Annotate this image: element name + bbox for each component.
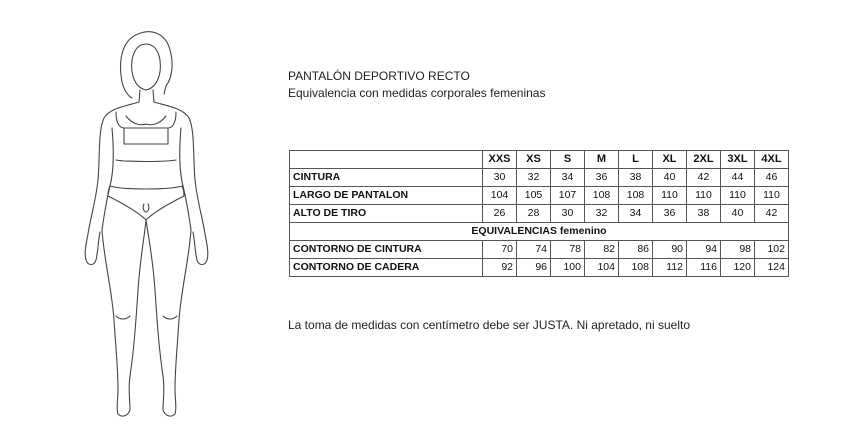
size-header: XS (517, 151, 551, 169)
table-cell: 112 (653, 259, 687, 277)
table-cell: 30 (551, 205, 585, 223)
table-cell: 104 (483, 187, 517, 205)
size-header: 3XL (721, 151, 755, 169)
table-cell: 94 (687, 241, 721, 259)
table-cell: 46 (755, 169, 789, 187)
table-cell: 42 (687, 169, 721, 187)
table-cell: 96 (517, 259, 551, 277)
table-cell: 44 (721, 169, 755, 187)
equivalences-section-label: EQUIVALENCIAS femenino (290, 223, 789, 241)
table-cell: 82 (585, 241, 619, 259)
table-cell: 110 (721, 187, 755, 205)
table-cell: 104 (585, 259, 619, 277)
table-cell: 86 (619, 241, 653, 259)
table-cell: 108 (619, 187, 653, 205)
table-cell: 120 (721, 259, 755, 277)
size-header: 4XL (755, 151, 789, 169)
size-header: S (551, 151, 585, 169)
table-cell: 42 (755, 205, 789, 223)
table-cell: 107 (551, 187, 585, 205)
document-heading (288, 68, 545, 102)
size-header-row (290, 151, 789, 169)
row-label: LARGO DE PANTALON (290, 187, 483, 205)
table-cell: 98 (721, 241, 755, 259)
table-cell: 74 (517, 241, 551, 259)
table-cell: 102 (755, 241, 789, 259)
table-row (290, 205, 789, 223)
table-row (290, 169, 789, 187)
size-header: XL (653, 151, 687, 169)
table-cell: 36 (653, 205, 687, 223)
table-cell: 100 (551, 259, 585, 277)
header-corner-cell (290, 151, 483, 169)
table-cell: 30 (483, 169, 517, 187)
table-cell: 26 (483, 205, 517, 223)
table-cell: 28 (517, 205, 551, 223)
table-cell: 40 (653, 169, 687, 187)
table-cell: 92 (483, 259, 517, 277)
female-body-outline-icon (60, 20, 235, 420)
measurement-note: La toma de medidas con centímetro debe ser JUSTA. Ni apretado, ni suelto (288, 318, 690, 332)
table-cell: 40 (721, 205, 755, 223)
table-cell: 110 (687, 187, 721, 205)
table-cell: 32 (585, 205, 619, 223)
table-cell: 108 (619, 259, 653, 277)
table-cell: 124 (755, 259, 789, 277)
section-row (290, 223, 789, 241)
size-header: M (585, 151, 619, 169)
table-cell: 110 (755, 187, 789, 205)
size-header: 2XL (687, 151, 721, 169)
table-row (290, 187, 789, 205)
table-cell: 38 (619, 169, 653, 187)
product-title: PANTALÓN DEPORTIVO RECTO (288, 69, 470, 83)
row-label: CONTORNO DE CADERA (290, 259, 483, 277)
row-label: ALTO DE TIRO (290, 205, 483, 223)
table-cell: 110 (653, 187, 687, 205)
table-cell: 108 (585, 187, 619, 205)
table-cell: 34 (619, 205, 653, 223)
table-row (290, 259, 789, 277)
table-cell: 116 (687, 259, 721, 277)
table-cell: 105 (517, 187, 551, 205)
table-cell: 70 (483, 241, 517, 259)
size-header: L (619, 151, 653, 169)
table-cell: 36 (585, 169, 619, 187)
table-row (290, 241, 789, 259)
product-subtitle: Equivalencia con medidas corporales femeninas (288, 86, 546, 100)
size-chart-table (289, 150, 789, 277)
table-cell: 32 (517, 169, 551, 187)
table-cell: 78 (551, 241, 585, 259)
size-header: XXS (483, 151, 517, 169)
row-label: CINTURA (290, 169, 483, 187)
row-label: CONTORNO DE CINTURA (290, 241, 483, 259)
table-cell: 38 (687, 205, 721, 223)
table-cell: 34 (551, 169, 585, 187)
table-cell: 90 (653, 241, 687, 259)
